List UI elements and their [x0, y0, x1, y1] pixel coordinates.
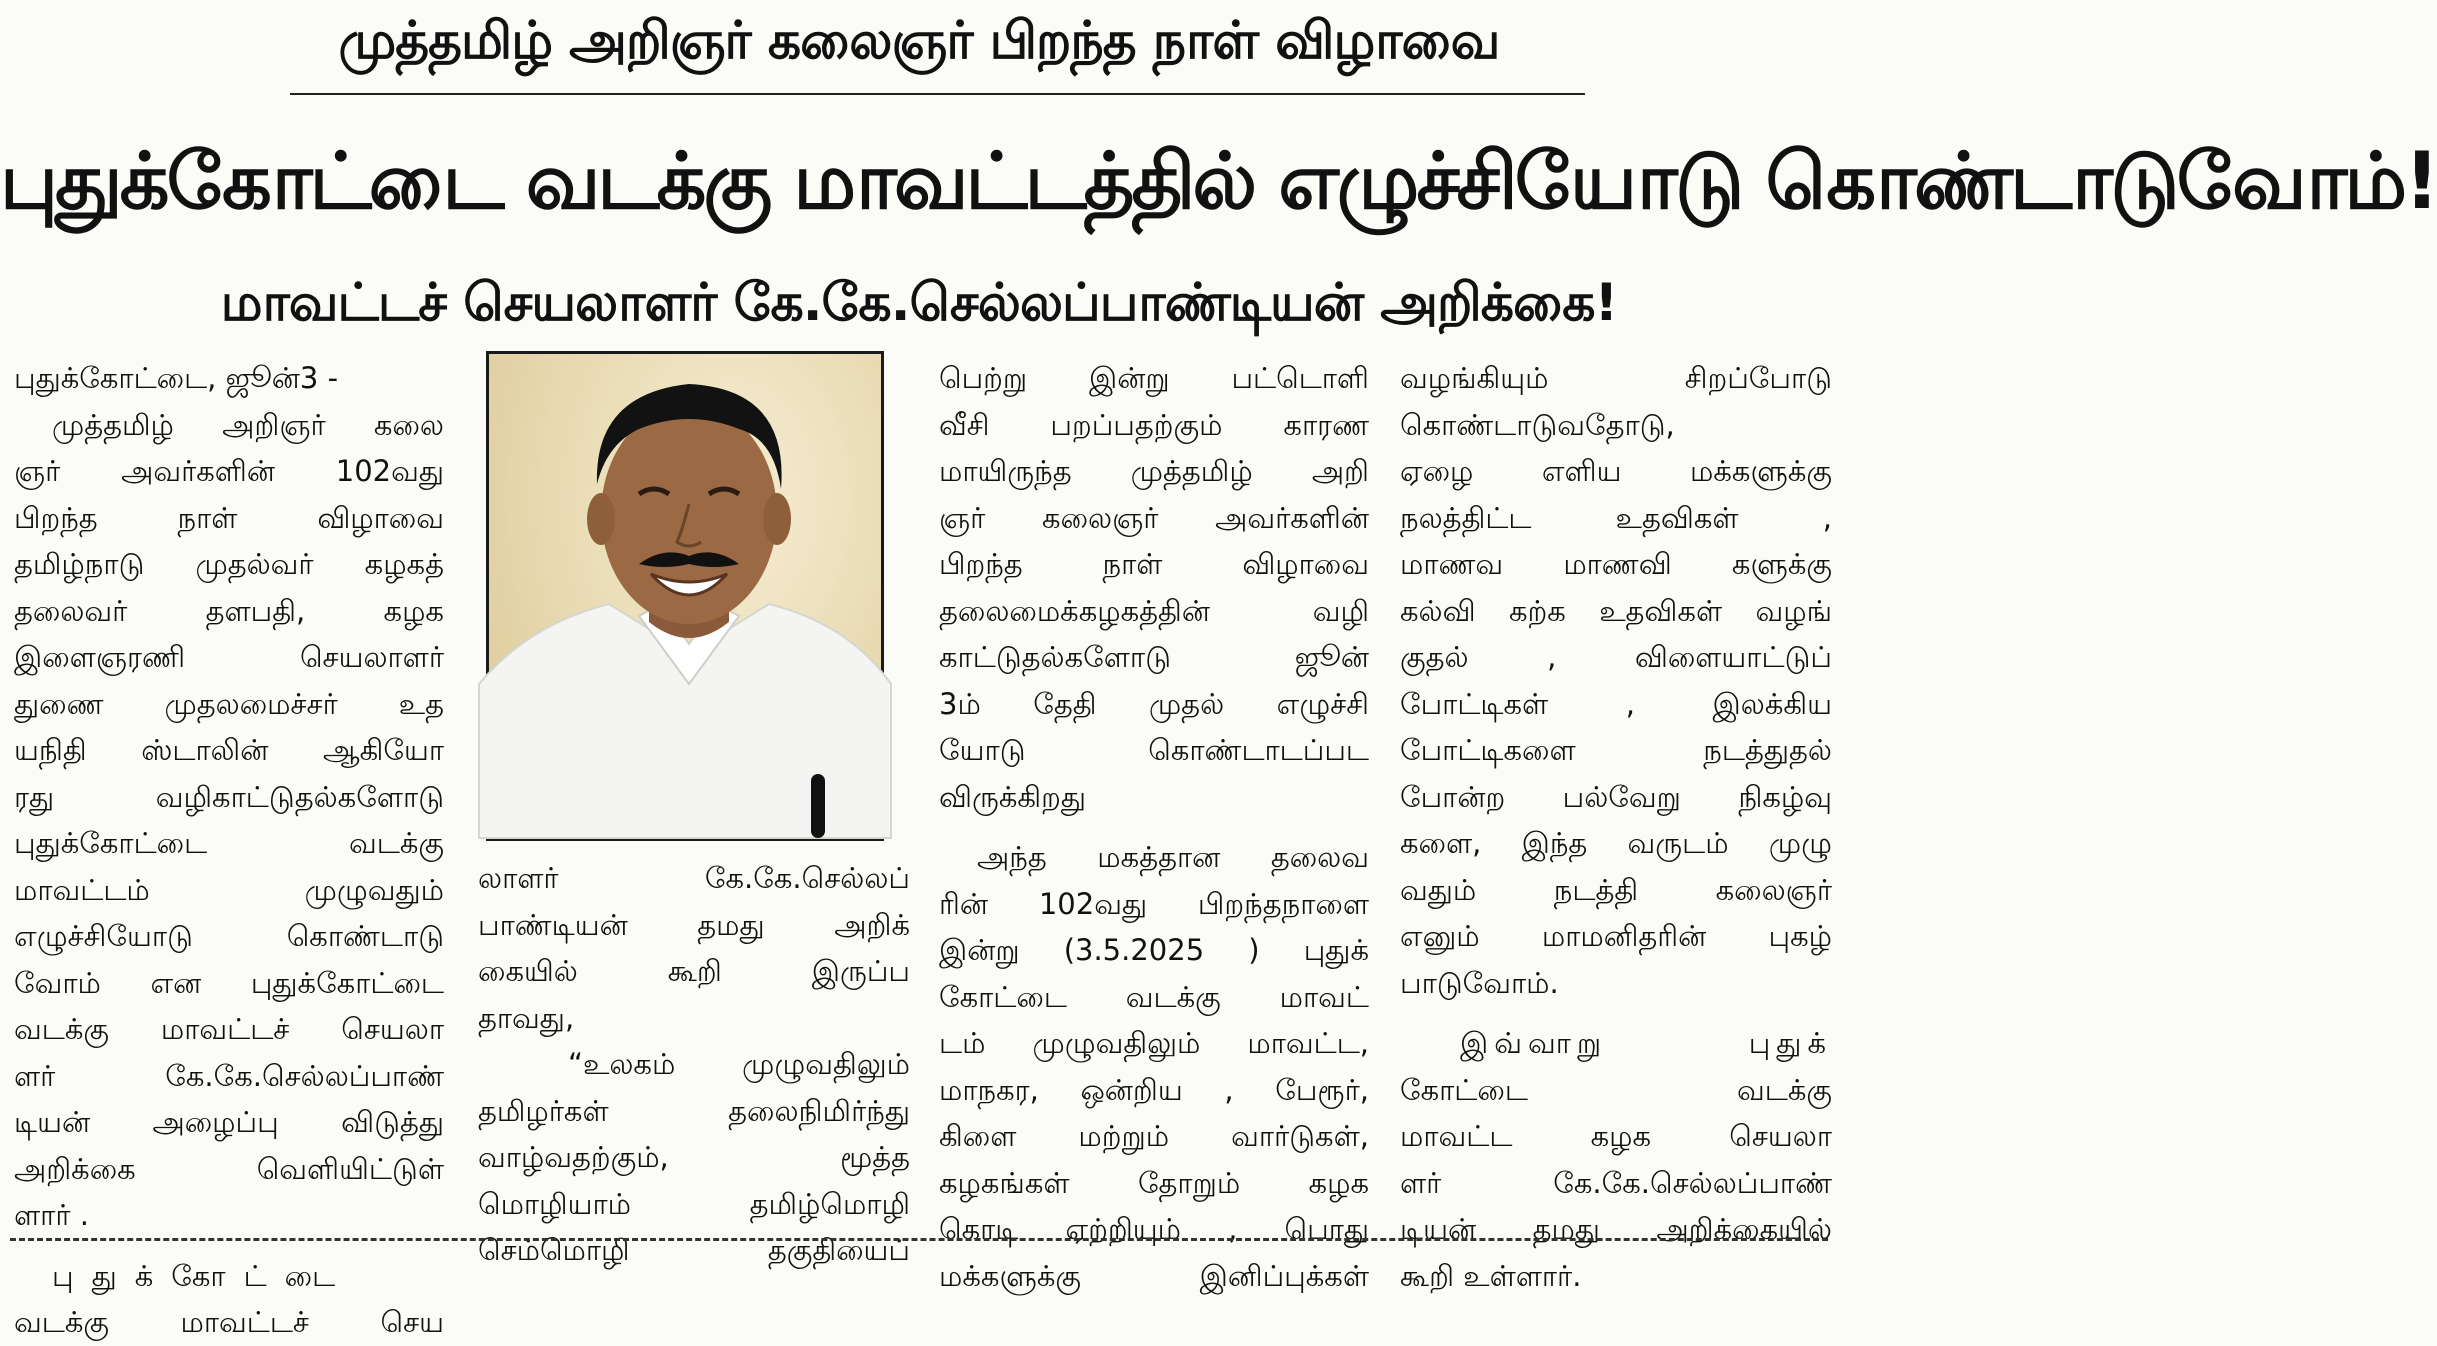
text-line: புதுக்கோட்டை, ஜூன்3 -: [14, 361, 339, 395]
text-line: அந்த மகத்தான தலைவ: [977, 840, 1369, 874]
text-line: இளைஞரணி செயலாளர்: [14, 640, 444, 674]
text-line: கழகங்கள் தோறும் கழக: [939, 1165, 1369, 1200]
text-line: மாணவ மாணவி களுக்கு: [1400, 547, 1832, 581]
text-line: கொண்டாடுவதோடு,: [1400, 407, 1675, 442]
text-line: தமிழ்நாடு முதல்வர் கழகத்: [14, 547, 444, 581]
text-line: தலைவர் தளபதி, கழக: [14, 593, 444, 628]
text-line: கையில் கூறி இருப்ப: [478, 954, 910, 988]
portrait-illustration: [489, 354, 881, 838]
text-line: ரது வழிகாட்டுதல்களோடு: [14, 779, 444, 814]
text-line: இவ்வாறு புதுக்: [1460, 1026, 1832, 1060]
text-line: துணை முதலமைச்சர் உத: [14, 686, 444, 721]
article-column-4: [1400, 355, 1832, 1299]
text-line: கோட்டை வடக்கு: [1400, 1072, 1832, 1107]
text-line: பாடுவோம்.: [1400, 965, 1559, 1000]
text-line: ஞர் கலைஞர் அவர்களின்: [939, 500, 1369, 535]
article-column-1: [14, 355, 444, 1346]
text-line: ளர் கே.கே.செல்லப்பாண்: [14, 1058, 444, 1093]
text-line: நலத்திட்ட உதவிகள் ,: [1400, 500, 1832, 535]
text-line: எனும் மாமனிதரின் புகழ்: [1400, 919, 1832, 953]
text-line: செம்மொழி தகுதியைப்: [478, 1233, 910, 1267]
text-line: வோம் என புதுக்கோட்டை: [14, 965, 444, 1000]
text-line: பெற்று இன்று பட்டொளி: [939, 361, 1369, 395]
text-line: பாண்டியன் தமது அறிக்: [478, 907, 910, 942]
text-line: போட்டிகளை நடத்துதல்: [1400, 733, 1832, 767]
kicker-underline: [290, 93, 1585, 95]
article-column-2: [478, 855, 910, 1274]
paragraph-gap: [1400, 1006, 1832, 1020]
text-line: பிறந்த நாள் விழாவை: [14, 500, 444, 535]
text-line: “உலகம் முழுவதிலும்: [568, 1047, 910, 1081]
text-line: கிளை மற்றும் வார்டுகள்,: [939, 1119, 1369, 1153]
article-column-3: [939, 355, 1369, 1299]
text-line: புதுக்கோட்டை: [52, 1258, 354, 1293]
text-line: லாளர் கே.கே.செல்லப்: [478, 861, 910, 895]
text-line: மாவட்ட கழக செயலா: [1400, 1119, 1832, 1153]
text-line: கூறி உள்ளார்.: [1400, 1258, 1582, 1293]
text-line: வழங்கியும் சிறப்போடு: [1400, 361, 1832, 395]
text-line: டியன் தமது அறிக்கையில்: [1400, 1212, 1832, 1246]
text-line: தாவது,: [478, 1000, 575, 1035]
text-line: தலைமைக்கழகத்தின் வழி: [939, 593, 1369, 628]
text-line: பிறந்த நாள் விழாவை: [939, 547, 1369, 581]
text-line: டியன் அழைப்பு விடுத்து: [14, 1105, 444, 1139]
text-line: கோட்டை வடக்கு மாவட்: [939, 979, 1369, 1014]
text-line: மாநகர, ஒன்றிய , பேரூர்,: [939, 1072, 1369, 1107]
sub-headline: மாவட்டச் செயலாளர் கே.கே.செல்லப்பாண்டியன் அறிக்கை!: [220, 273, 1618, 333]
text-line: ஏழை எளிய மக்களுக்கு: [1400, 454, 1832, 488]
text-line: போட்டிகள் , இலக்கிய: [1400, 686, 1832, 721]
text-line: விருக்கிறது: [939, 779, 1087, 814]
text-line: கல்வி கற்க உதவிகள் வழங்: [1400, 593, 1832, 628]
text-line: ளர் கே.கே.செல்லப்பாண்: [1400, 1165, 1832, 1200]
text-line: வாழ்வதற்கும், மூத்த: [478, 1140, 910, 1174]
portrait-photo: [486, 351, 884, 841]
text-line: அறிக்கை வெளியிட்டுள்: [14, 1151, 444, 1186]
text-line: இன்று (3.5.2025 ) புதுக்: [939, 933, 1369, 967]
text-line: டம் முழுவதிலும் மாவட்ட,: [939, 1026, 1369, 1060]
text-line: ரின் 102வது பிறந்தநாளை: [939, 886, 1369, 921]
text-line: புதுக்கோட்டை வடக்கு: [14, 826, 444, 860]
text-line: வதும் நடத்தி கலைஞர்: [1400, 872, 1832, 907]
text-line: மாவட்டம் முழுவதும்: [14, 872, 444, 907]
text-line: தமிழர்கள் தலைநிமிர்ந்து: [478, 1093, 910, 1128]
text-line: யோடு கொண்டாடப்பட: [939, 733, 1369, 767]
text-line: குதல் , விளையாட்டுப்: [1400, 640, 1832, 674]
text-line: முத்தமிழ் அறிஞர் கலை: [52, 407, 444, 442]
text-line: மொழியாம் தமிழ்மொழி: [478, 1186, 910, 1221]
text-line: களை, இந்த வருடம் முழு: [1400, 826, 1832, 860]
text-line: மாயிருந்த முத்தமிழ் அறி: [939, 454, 1369, 488]
text-line: போன்ற பல்வேறு நிகழ்வு: [1400, 779, 1832, 814]
paragraph-gap: [939, 820, 1369, 834]
text-line: மக்களுக்கு இனிப்புக்கள்: [939, 1258, 1369, 1293]
kicker-headline: முத்தமிழ் அறிஞர் கலைஞர் பிறந்த நாள் விழாவை: [338, 11, 1500, 71]
text-line: காட்டுதல்களோடு ஜூன்: [939, 640, 1369, 674]
bottom-dashed-rule: [10, 1238, 1828, 1241]
text-line: ஞர் அவர்களின் 102வது: [14, 454, 444, 488]
text-line: எழுச்சியோடு கொண்டாடு: [14, 919, 444, 953]
text-line: யநிதி ஸ்டாலின் ஆகியோ: [14, 733, 444, 767]
text-line: 3ம் தேதி முதல் எழுச்சி: [939, 686, 1369, 721]
text-line: ளார் .: [14, 1198, 89, 1232]
text-line: வடக்கு மாவட்டச் செயலா: [14, 1012, 444, 1046]
text-line: கொடி ஏற்றியும் , பொது: [939, 1212, 1369, 1246]
main-headline: புதுக்கோட்டை வடக்கு மாவட்டத்தில் எழுச்சியோடு கொண்டாடுவோம்!: [0, 137, 2437, 227]
text-line: வடக்கு மாவட்டச் செய: [14, 1305, 444, 1339]
text-line: வீசி பறப்பதற்கும் காரண: [939, 407, 1369, 442]
